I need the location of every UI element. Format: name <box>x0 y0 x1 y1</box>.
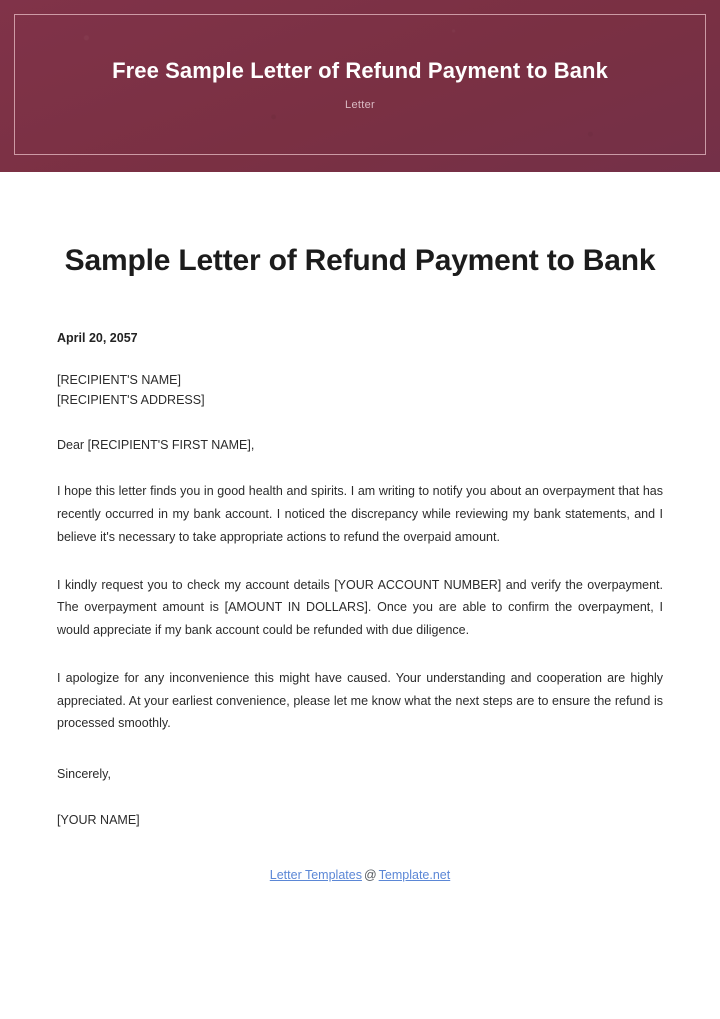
footer-link-template-net[interactable]: Template.net <box>378 867 451 882</box>
recipient-name: [RECIPIENT'S NAME] <box>57 373 181 388</box>
banner-subtitle-category: Letter <box>345 98 375 111</box>
footer-link-letter-templates[interactable]: Letter Templates <box>269 867 362 882</box>
letter-salutation: Dear [RECIPIENT'S FIRST NAME], <box>57 438 255 452</box>
document-title: Sample Letter of Refund Payment to Bank <box>64 244 656 277</box>
letter-date: April 20, 2057 <box>57 330 138 345</box>
letter-paragraph-2: I kindly request you to check my account details [YOUR ACCOUNT NUMBER] and verify the overpayment. The overpayment amount is [AMOUNT IN DOLLARS]. Once you are able to confirm the overpayment, I would appreciate if my bank account could be refunded with due diligence. <box>57 577 663 638</box>
banner-inner-border-frame <box>14 14 706 155</box>
letter-paragraph-3: I apologize for any inconvenience this might have caused. Your understanding and cooperation are highly appreciated. At your earliest convenience, please let me know what the next steps are to ensure the refund is processed smoothly. <box>57 670 663 731</box>
letter-document <box>0 172 720 885</box>
footer-attribution <box>57 866 663 885</box>
letter-signature-name: [YOUR NAME] <box>57 812 140 827</box>
page-header-banner <box>0 0 720 172</box>
letter-paragraph-1: I hope this letter finds you in good health and spirits. I am writing to notify you about an overpayment that has recently occurred in my bank account. I noticed the discrepancy while reviewing my bank statements, and I believe it's necessary to take appropriate actions to refund the overpaid amount. <box>57 484 663 544</box>
letter-closing: Sincerely, <box>57 767 111 782</box>
footer-at-separator: @ <box>363 867 377 882</box>
recipient-address: [RECIPIENT'S ADDRESS] <box>57 392 205 407</box>
banner-title: Free Sample Letter of Refund Payment to Bank <box>112 58 608 84</box>
recipient-block <box>57 371 663 410</box>
